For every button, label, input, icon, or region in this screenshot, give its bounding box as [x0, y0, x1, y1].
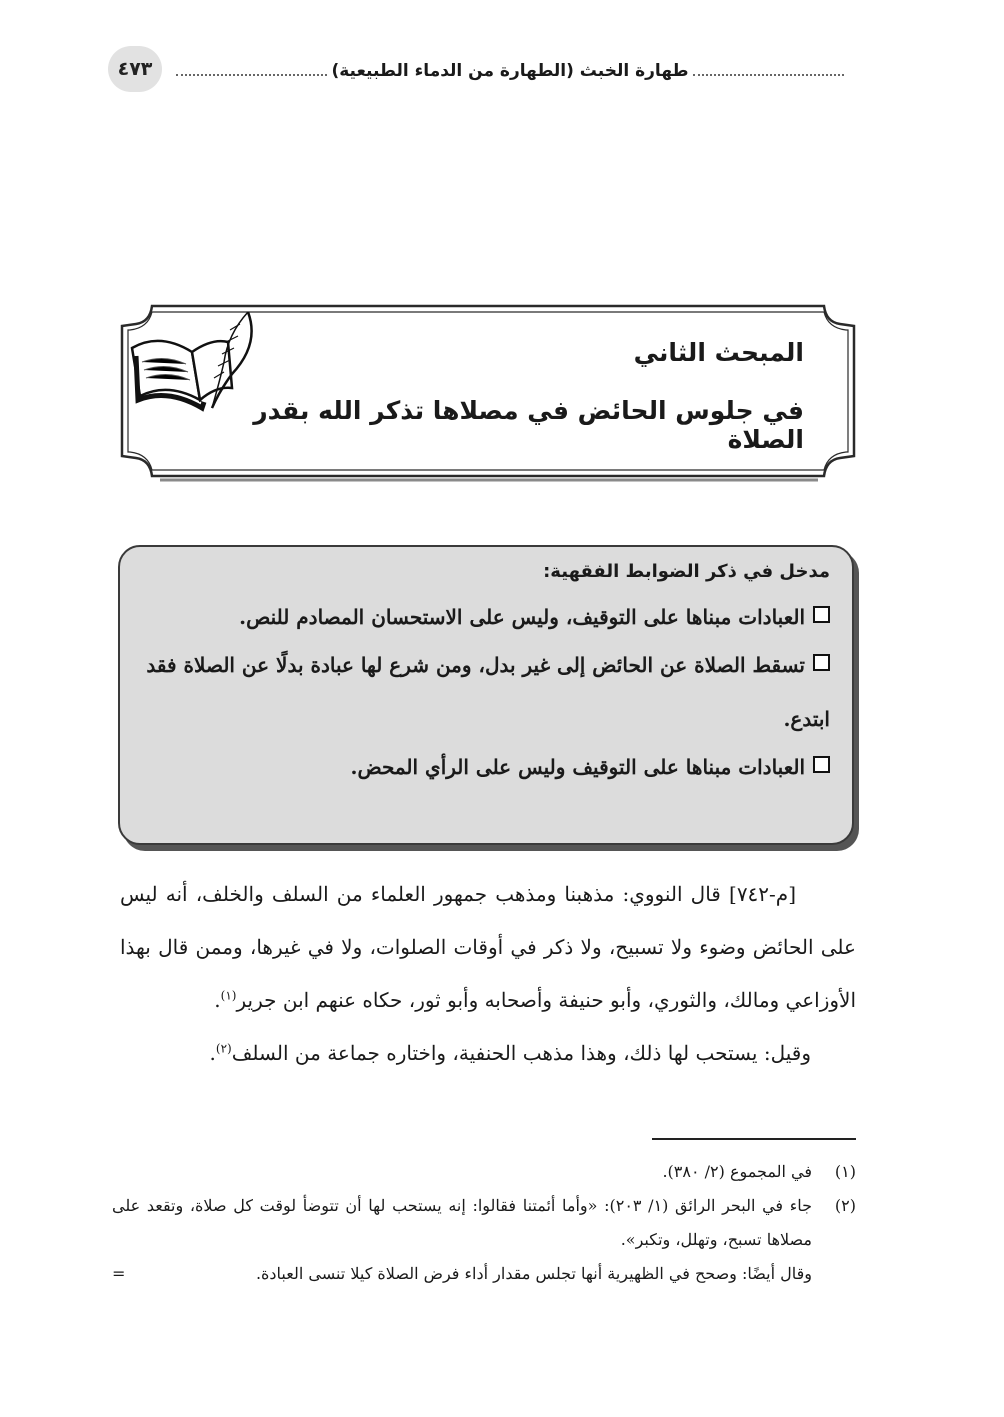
continuation-mark: = [112, 1264, 126, 1283]
checkbox-icon [813, 606, 830, 623]
footnote-continuation [112, 1257, 856, 1291]
rule-text: تسقط الصلاة عن الحائض إلى غير بدل، ومن شرع لها عبادة بدلًا عن الصلاة فقد ابتدع. [146, 653, 830, 731]
footnote [112, 1155, 856, 1189]
page-header [108, 46, 844, 98]
footnote-text: جاء في البحر الرائق (١/ ٢٠٣): «وأما أئمتنا فقالوا: إنه يستحب لها أن تتوضأ لوقت كل صلاة، وتقعد على مصلاها تسبح، وتهلل، وتكبر». [112, 1196, 812, 1249]
footnote-continuation-text: وقال أيضًا: وصحح في الظهيرية أنها تجلس مقدار أداء فرض الصلاة كيلا تنسى العبادة. [255, 1264, 812, 1283]
section-subtitle: في جلوس الحائض في مصلاها تذكر الله بقدر الصلاة [253, 396, 804, 454]
footnote-marker[interactable]: (١) [220, 988, 237, 1003]
footnote-separator [652, 1138, 856, 1140]
leader-dots-right [693, 74, 844, 76]
checkbox-icon [813, 654, 830, 671]
footnote-number: (١) [834, 1162, 856, 1181]
leader-dots-left [176, 74, 327, 76]
footnote-marker[interactable]: (٢) [215, 1041, 232, 1056]
footnote-number: (٢) [834, 1196, 856, 1215]
footnote [112, 1189, 856, 1257]
paragraph-text: قال النووي: مذهبنا ومذهب جمهور العلماء من السلف والخلف، أنه ليس على الحائض وضوء ولا تسبيح، ولا ذكر في أوقات الصلوات، ولا في غيرها، وممن قال بهذا الأوزاعي ومالك، والثوري، وأبو حنيفة وأصحابه وأبو ثور، حكاه عنهم ابن جرير [120, 882, 856, 1012]
issue-reference: [م-٧٤٢] [729, 882, 796, 906]
rule-item [130, 740, 830, 794]
checkbox-icon [813, 756, 830, 773]
paragraph: [م-٧٤٢] قال النووي: مذهبنا ومذهب جمهور العلماء من السلف والخلف، أنه ليس على الحائض وضوء ولا تسبيح، ولا ذكر في أوقات الصلوات، ولا في غيرها، وممن قال بهذا الأوزاعي ومالك، والثوري، وأبو حنيفة وأصحابه وأبو ثور، حكاه عنهم ابن جرير$^{(١)}$. [120, 882, 856, 1012]
running-title: طهارة الخبث (الطهارة من الدماء الطبيعية) [331, 61, 689, 81]
rule-text: العبادات مبناها على التوقيف وليس على الرأي المحض. [350, 755, 805, 779]
body-text [120, 868, 856, 1080]
section-title-frame [112, 300, 864, 482]
page-number: ٤٧٣ [108, 46, 162, 92]
footnotes [112, 1155, 856, 1291]
rules-heading: مدخل في ذكر الضوابط الفقهية: [543, 561, 830, 582]
rules-box [118, 545, 854, 845]
section-heading: المبحث الثاني [633, 338, 804, 367]
paragraph-text: وقيل: يستحب لها ذلك، وهذا مذهب الحنفية، واختاره جماعة من السلف [231, 1041, 811, 1065]
rule-item [130, 590, 830, 644]
footnote-text: في المجموع (٢/ ٣٨٠). [662, 1162, 812, 1181]
paragraph: وقيل: يستحب لها ذلك، وهذا مذهب الحنفية، واختاره جماعة من السلف$^{(٢)}$. [209, 1041, 811, 1065]
rule-text: العبادات مبناها على التوقيف، وليس على الاستحسان المصادم للنص. [239, 605, 805, 629]
rule-item [130, 638, 830, 746]
running-head [176, 56, 844, 86]
